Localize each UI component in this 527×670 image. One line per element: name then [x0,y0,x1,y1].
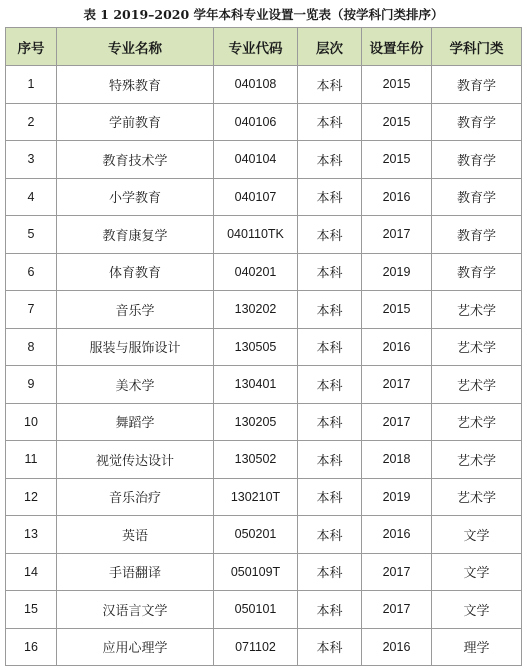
major-name-cell: 英语 [57,516,214,554]
year-cell: 2017 [362,216,432,254]
serial-number-cell: 2 [6,103,57,141]
serial-number-cell: 13 [6,516,57,554]
year-cell: 2017 [362,366,432,404]
level-cell: 本科 [298,591,362,629]
major-code-cell: 130505 [214,328,298,366]
discipline-cell: 教育学 [432,66,522,104]
table-row [6,291,522,329]
table-row [6,66,522,104]
major-name-cell: 应用心理学 [57,628,214,666]
major-code-cell: 130401 [214,366,298,404]
year-cell: 2016 [362,328,432,366]
major-name-cell: 教育技术学 [57,141,214,179]
discipline-cell: 教育学 [432,178,522,216]
major-name-cell: 音乐学 [57,291,214,329]
level-cell: 本科 [298,478,362,516]
table-row [6,366,522,404]
discipline-cell: 艺术学 [432,403,522,441]
table-row [6,441,522,479]
discipline-cell: 艺术学 [432,478,522,516]
major-code-cell: 130205 [214,403,298,441]
major-code-cell: 050109T [214,553,298,591]
header-serial-number: 序号 [6,28,57,66]
level-cell: 本科 [298,553,362,591]
level-cell: 本科 [298,366,362,404]
major-name-cell: 特殊教育 [57,66,214,104]
level-cell: 本科 [298,216,362,254]
major-code-cell: 130210T [214,478,298,516]
table-row [6,478,522,516]
serial-number-cell: 12 [6,478,57,516]
header-row [6,28,522,66]
major-code-cell: 040201 [214,253,298,291]
discipline-cell: 文学 [432,591,522,629]
discipline-cell: 文学 [432,516,522,554]
discipline-cell: 艺术学 [432,328,522,366]
level-cell: 本科 [298,66,362,104]
serial-number-cell: 10 [6,403,57,441]
serial-number-cell: 16 [6,628,57,666]
major-code-cell: 040107 [214,178,298,216]
level-cell: 本科 [298,141,362,179]
major-name-cell: 手语翻译 [57,553,214,591]
major-code-cell: 050101 [214,591,298,629]
year-cell: 2019 [362,478,432,516]
level-cell: 本科 [298,516,362,554]
header-major-name: 专业名称 [57,28,214,66]
year-cell: 2017 [362,403,432,441]
year-cell: 2016 [362,628,432,666]
serial-number-cell: 4 [6,178,57,216]
major-code-cell: 040104 [214,141,298,179]
major-name-cell: 美术学 [57,366,214,404]
table-row [6,103,522,141]
serial-number-cell: 1 [6,66,57,104]
table-header [6,28,522,66]
major-name-cell: 汉语言文学 [57,591,214,629]
major-name-cell: 服装与服饰设计 [57,328,214,366]
discipline-cell: 教育学 [432,216,522,254]
discipline-cell: 艺术学 [432,441,522,479]
serial-number-cell: 8 [6,328,57,366]
year-cell: 2015 [362,141,432,179]
year-cell: 2017 [362,591,432,629]
year-cell: 2015 [362,66,432,104]
discipline-cell: 教育学 [432,253,522,291]
serial-number-cell: 6 [6,253,57,291]
level-cell: 本科 [298,253,362,291]
year-cell: 2017 [362,553,432,591]
table-title: 表 1 2019–2020 学年本科专业设置一览表（按学科门类排序） [83,7,444,22]
level-cell: 本科 [298,291,362,329]
serial-number-cell: 15 [6,591,57,629]
table-row [6,141,522,179]
level-cell: 本科 [298,178,362,216]
major-code-cell: 130502 [214,441,298,479]
major-code-cell: 040108 [214,66,298,104]
major-name-cell: 音乐治疗 [57,478,214,516]
header-year-established: 设置年份 [362,28,432,66]
discipline-cell: 艺术学 [432,291,522,329]
year-cell: 2018 [362,441,432,479]
level-cell: 本科 [298,441,362,479]
major-name-cell: 小学教育 [57,178,214,216]
major-code-cell: 040106 [214,103,298,141]
major-name-cell: 教育康复学 [57,216,214,254]
major-code-cell: 050201 [214,516,298,554]
serial-number-cell: 3 [6,141,57,179]
year-cell: 2016 [362,178,432,216]
table-body [6,66,522,666]
major-code-cell: 040110TK [214,216,298,254]
level-cell: 本科 [298,103,362,141]
discipline-cell: 艺术学 [432,366,522,404]
table-row [6,403,522,441]
serial-number-cell: 14 [6,553,57,591]
header-discipline: 学科门类 [432,28,522,66]
major-name-cell: 舞蹈学 [57,403,214,441]
table-row [6,178,522,216]
discipline-cell: 文学 [432,553,522,591]
table-row [6,328,522,366]
year-cell: 2015 [362,103,432,141]
major-name-cell: 视觉传达设计 [57,441,214,479]
discipline-cell: 理学 [432,628,522,666]
serial-number-cell: 9 [6,366,57,404]
major-code-cell: 071102 [214,628,298,666]
discipline-cell: 教育学 [432,103,522,141]
table-row [6,216,522,254]
table-row [6,553,522,591]
header-level: 层次 [298,28,362,66]
table-row [6,591,522,629]
table-row [6,628,522,666]
year-cell: 2016 [362,516,432,554]
level-cell: 本科 [298,628,362,666]
table-row [6,516,522,554]
level-cell: 本科 [298,403,362,441]
serial-number-cell: 11 [6,441,57,479]
serial-number-cell: 7 [6,291,57,329]
level-cell: 本科 [298,328,362,366]
major-name-cell: 学前教育 [57,103,214,141]
major-table [5,27,522,666]
table-row [6,253,522,291]
year-cell: 2015 [362,291,432,329]
major-name-cell: 体育教育 [57,253,214,291]
major-code-cell: 130202 [214,291,298,329]
serial-number-cell: 5 [6,216,57,254]
header-major-code: 专业代码 [214,28,298,66]
discipline-cell: 教育学 [432,141,522,179]
year-cell: 2019 [362,253,432,291]
